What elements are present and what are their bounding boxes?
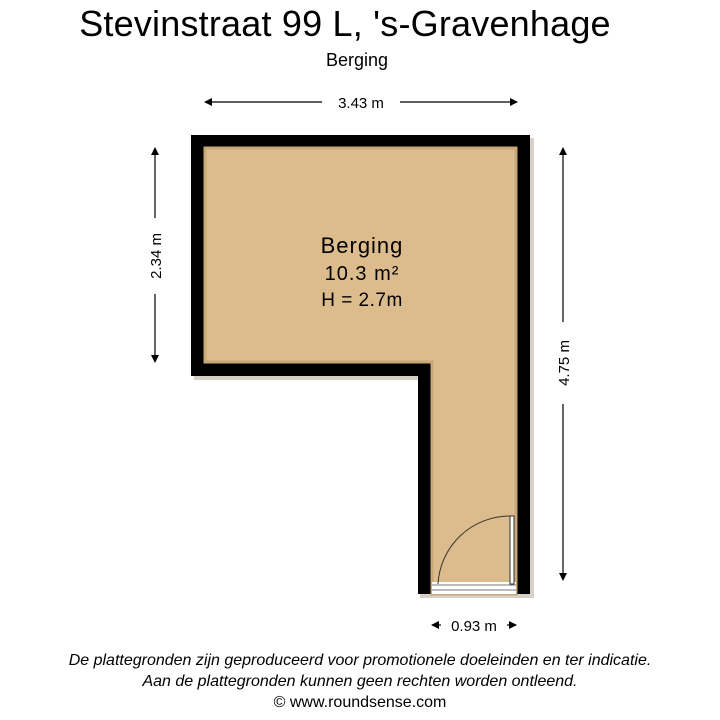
dimension-label-right: 4.75 m bbox=[556, 340, 573, 386]
room-height: H = 2.7m bbox=[321, 290, 403, 311]
page-subtitle: Berging bbox=[325, 50, 389, 70]
dimension-label-bottom: 0.93 m bbox=[451, 618, 497, 635]
copyright-text: © www.roundsense.com bbox=[273, 694, 447, 711]
disclaimer-line-2: Aan de plattegronden kunnen geen rechten worden ontleend. bbox=[142, 673, 578, 690]
room-area: 10.3 m² bbox=[324, 263, 400, 285]
door-leaf bbox=[510, 516, 514, 584]
disclaimer bbox=[0, 650, 720, 713]
door-opening bbox=[432, 582, 516, 594]
disclaimer-line-1: De plattegronden zijn geproduceerd voor promotionele doeleinden en ter indicatie. bbox=[68, 652, 652, 669]
room-name: Berging bbox=[320, 233, 404, 258]
dimension-label-top: 3.43 m bbox=[338, 95, 384, 112]
page-title: Stevinstraat 99 L, 's-Gravenhage bbox=[79, 3, 611, 44]
dimension-label-left: 2.34 m bbox=[148, 233, 165, 279]
